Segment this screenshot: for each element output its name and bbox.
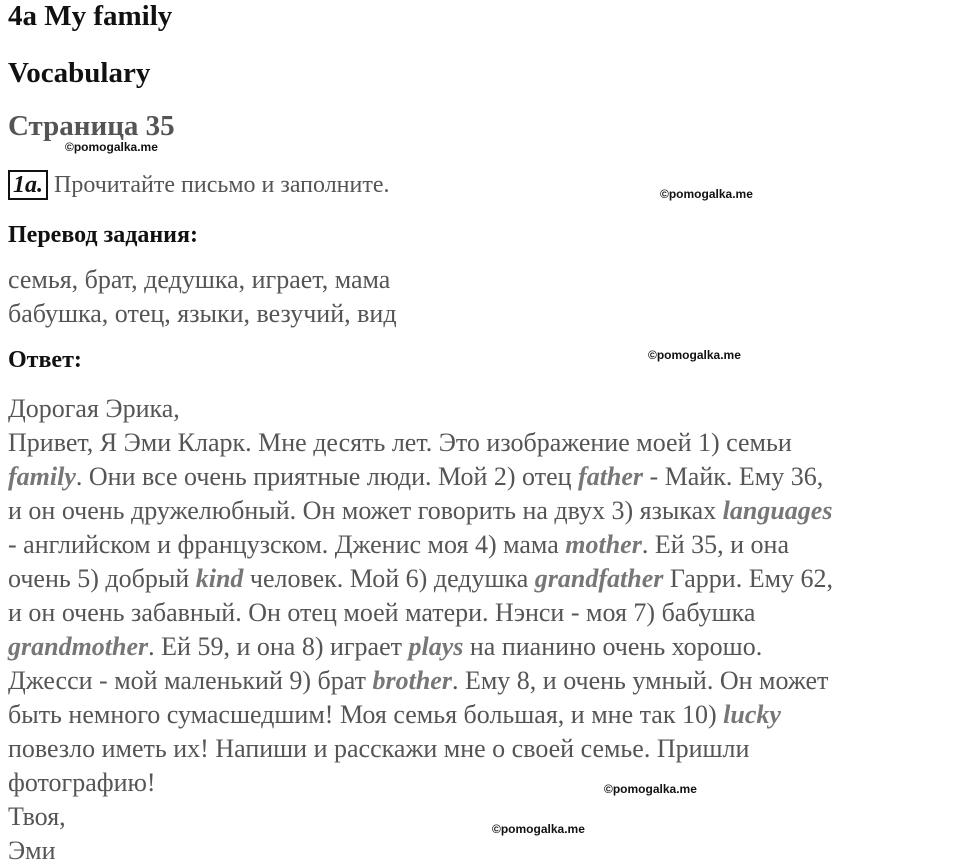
letter-line [8,494,960,528]
answer-word: languages [722,496,833,525]
answer-letter [8,392,960,868]
letter-line [8,834,960,868]
letter-line [8,528,960,562]
letter-line [8,426,960,460]
answer-word: grandmother [8,632,149,661]
letter-line [8,732,960,766]
answer-word: plays [408,632,464,661]
letter-text: . Ей 35, и она [641,530,789,559]
letter-text: фотографию! [8,768,156,797]
answer-word: kind [195,564,244,593]
letter-text: быть немного сумасшедшим! Моя семья большая, и мне так 10) [8,700,724,729]
answer-heading: Ответ: [8,347,82,373]
letter-text: очень 5) добрый [8,564,196,593]
watermark: ©pomogalka.me [660,187,753,201]
letter-text: Привет, Я Эми Кларк. Мне десять лет. Это изображение моей 1) семьи [8,428,792,457]
letter-text: человек. Мой 6) дедушка [243,564,535,593]
translation-line: семья, брат, дедушка, играет, мама [8,265,391,294]
letter-text: . Ему 8, и очень умный. Он может [451,666,829,695]
letter-line [8,392,960,426]
letter-text: . Они все очень приятные люди. Мой 2) отец [75,462,579,491]
letter-line [8,460,960,494]
answer-word: brother [372,666,452,695]
letter-line [8,596,960,630]
letter-text: повезло иметь их! Напиши и расскажи мне о своей семье. Пришли [8,734,750,763]
letter-text: на пианино очень хорошо. [463,632,763,661]
watermark: ©pomogalka.me [492,822,585,836]
answer-word: mother [565,530,642,559]
letter-text: . Ей 59, и она 8) играет [148,632,409,661]
letter-text: и он очень забавный. Он отец моей матери. Нэнси - моя 7) бабушка [8,598,756,627]
letter-line [8,630,960,664]
section-title: Vocabulary [8,57,151,89]
watermark: ©pomogalka.me [648,348,741,362]
letter-text: - английском и французском. Дженис моя 4) мама [8,530,566,559]
translation-line: бабушка, отец, языки, везучий, вид [8,299,397,328]
letter-line [8,800,960,834]
watermark: ©pomogalka.me [65,140,158,154]
translation-words [8,263,397,331]
letter-text: Дорогая Эрика, [8,394,180,423]
task-line [8,170,390,200]
letter-line [8,664,960,698]
letter-text: - Майк. Ему 36, [643,462,824,491]
translation-heading: Перевод задания: [8,222,198,248]
letter-text: Джесси - мой маленький 9) брат [8,666,373,695]
task-instruction: Прочитайте письмо и заполните. [54,171,390,198]
letter-text: Эми [8,836,56,865]
watermark: ©pomogalka.me [604,782,697,796]
answer-word: lucky [723,700,781,729]
letter-line [8,562,960,596]
letter-line [8,766,960,800]
letter-text: и он очень дружелюбный. Он может говорить на двух 3) языках [8,496,723,525]
task-number-badge: 1a. [8,170,48,200]
page-number: Страница 35 [8,110,175,142]
answer-word: grandfather [534,564,664,593]
letter-text: Твоя, [8,802,66,831]
answer-word: father [578,462,644,491]
letter-text: Гарри. Ему 62, [663,564,834,593]
lesson-title: 4a My family [8,0,173,32]
letter-line [8,698,960,732]
answer-word: family [8,462,76,491]
